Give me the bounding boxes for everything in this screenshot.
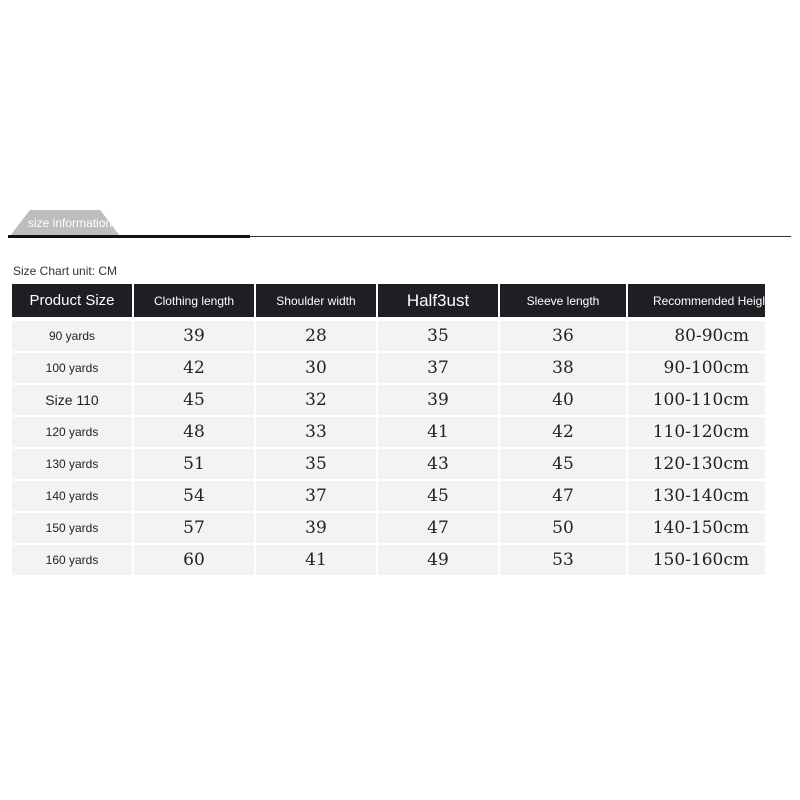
cell-size: 140 yards: [12, 479, 132, 511]
cell-sleeve-length: 47: [500, 479, 626, 511]
cell-recommended-height: 120-130cm: [628, 447, 765, 479]
header-recommended-height: Recommended Heigl: [628, 284, 765, 319]
cell-shoulder-width: 30: [256, 351, 376, 383]
unit-label: Size Chart unit: CM: [13, 264, 118, 278]
table-row: [12, 351, 765, 383]
table-row: [12, 511, 765, 543]
cell-sleeve-length: 53: [500, 543, 626, 575]
cell-half-bust: 47: [378, 511, 498, 543]
cell-size: 150 yards: [12, 511, 132, 543]
cell-sleeve-length: 40: [500, 383, 626, 415]
cell-recommended-height: 140-150cm: [628, 511, 765, 543]
cell-size: 100 yards: [12, 351, 132, 383]
cell-recommended-height: 90-100cm: [628, 351, 765, 383]
cell-size: 90 yards: [12, 319, 132, 351]
section-divider-accent: [8, 235, 250, 238]
cell-shoulder-width: 32: [256, 383, 376, 415]
table-row: [12, 415, 765, 447]
cell-size: 160 yards: [12, 543, 132, 575]
cell-half-bust: 43: [378, 447, 498, 479]
header-clothing-length: Clothing length: [134, 284, 254, 319]
table-row: [12, 383, 765, 415]
header-sleeve-length: Sleeve length: [500, 284, 626, 319]
cell-clothing-length: 39: [134, 319, 254, 351]
cell-clothing-length: 57: [134, 511, 254, 543]
cell-half-bust: 49: [378, 543, 498, 575]
cell-shoulder-width: 41: [256, 543, 376, 575]
cell-sleeve-length: 38: [500, 351, 626, 383]
cell-recommended-height: 110-120cm: [628, 415, 765, 447]
cell-sleeve-length: 36: [500, 319, 626, 351]
header-shoulder-width: Shoulder width: [256, 284, 376, 319]
table-header-row: [12, 284, 765, 319]
cell-half-bust: 37: [378, 351, 498, 383]
table-row: [12, 447, 765, 479]
cell-shoulder-width: 33: [256, 415, 376, 447]
cell-half-bust: 41: [378, 415, 498, 447]
cell-sleeve-length: 50: [500, 511, 626, 543]
cell-clothing-length: 42: [134, 351, 254, 383]
table-row: [12, 543, 765, 575]
cell-sleeve-length: 45: [500, 447, 626, 479]
cell-size: 120 yards: [12, 415, 132, 447]
cell-size: 130 yards: [12, 447, 132, 479]
cell-clothing-length: 48: [134, 415, 254, 447]
cell-recommended-height: 150-160cm: [628, 543, 765, 575]
cell-half-bust: 35: [378, 319, 498, 351]
header-half-bust: Half3ust: [378, 284, 498, 319]
cell-shoulder-width: 28: [256, 319, 376, 351]
cell-clothing-length: 54: [134, 479, 254, 511]
table-row: [12, 479, 765, 511]
size-chart-table: [10, 284, 767, 575]
cell-clothing-length: 51: [134, 447, 254, 479]
cell-clothing-length: 45: [134, 383, 254, 415]
section-tab-label: size information: [28, 216, 113, 230]
cell-half-bust: 45: [378, 479, 498, 511]
header-product-size: Product Size: [12, 284, 132, 319]
cell-recommended-height: 80-90cm: [628, 319, 765, 351]
cell-clothing-length: 60: [134, 543, 254, 575]
cell-sleeve-length: 42: [500, 415, 626, 447]
cell-shoulder-width: 35: [256, 447, 376, 479]
cell-shoulder-width: 39: [256, 511, 376, 543]
cell-recommended-height: 130-140cm: [628, 479, 765, 511]
table-row: [12, 319, 765, 351]
cell-half-bust: 39: [378, 383, 498, 415]
cell-shoulder-width: 37: [256, 479, 376, 511]
cell-size: Size 110: [12, 383, 132, 415]
cell-recommended-height: 100-110cm: [628, 383, 765, 415]
